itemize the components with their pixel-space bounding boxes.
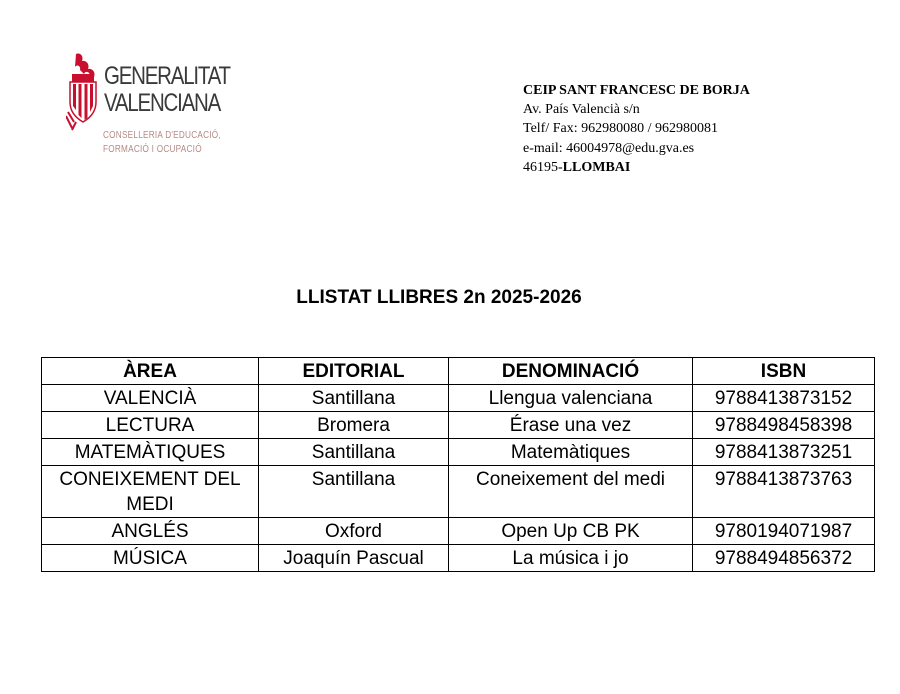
logo-title-line2: VALENCIANA	[104, 89, 221, 117]
page-title: LLISTAT LLIBRES 2n 2025-2026	[296, 287, 582, 308]
table-header-row	[42, 358, 875, 385]
cell-editorial: Bromera	[259, 412, 449, 439]
cell-editorial: Joaquín Pascual	[259, 545, 449, 572]
table-row	[42, 439, 875, 466]
logo-subtitle-line1: CONSELLERIA D'EDUCACIÓ,	[103, 130, 221, 141]
cell-isbn: 9788494856372	[693, 545, 875, 572]
cell-denominacio: La música i jo	[449, 545, 693, 572]
cell-area: LECTURA	[42, 412, 259, 439]
school-contact-block	[523, 81, 750, 177]
cell-isbn: 9788413873763	[693, 466, 875, 518]
column-header-editorial: EDITORIAL	[259, 358, 449, 385]
logo-subtitle-line2: FORMACIÓ I OCUPACIÓ	[103, 144, 202, 155]
school-name: CEIP SANT FRANCESC DE BORJA	[523, 83, 750, 98]
cell-isbn: 9788413873152	[693, 385, 875, 412]
cell-isbn: 9780194071987	[693, 518, 875, 545]
logo-title-line1: GENERALITAT	[104, 62, 230, 90]
cell-denominacio: Matemàtiques	[449, 439, 693, 466]
table-row	[42, 466, 875, 518]
generalitat-logo	[66, 52, 236, 162]
cell-isbn: 9788498458398	[693, 412, 875, 439]
table-row	[42, 518, 875, 545]
cell-area: CONEIXEMENT DEL MEDI	[42, 466, 259, 518]
cell-isbn: 9788413873251	[693, 439, 875, 466]
cell-denominacio: Open Up CB PK	[449, 518, 693, 545]
school-email: e-mail: 46004978@edu.gva.es	[523, 140, 695, 156]
column-header-area: ÀREA	[42, 358, 259, 385]
school-town: LLOMBAI	[562, 159, 631, 175]
cell-area: ANGLÉS	[42, 518, 259, 545]
cell-editorial: Santillana	[259, 439, 449, 466]
cell-area: MATEMÀTIQUES	[42, 439, 259, 466]
school-phone: Telf/ Fax: 962980080 / 962980081	[523, 121, 719, 137]
book-list-table	[41, 357, 875, 572]
cell-denominacio: Coneixement del medi	[449, 466, 693, 518]
table-row	[42, 545, 875, 572]
cell-area: MÚSICA	[42, 545, 259, 572]
column-header-denominacio: DENOMINACIÓ	[449, 358, 693, 385]
school-postal-code: 46195-	[523, 159, 563, 175]
cell-area: VALENCIÀ	[42, 385, 259, 412]
table-row	[42, 385, 875, 412]
cell-editorial: Oxford	[259, 518, 449, 545]
column-header-isbn: ISBN	[693, 358, 875, 385]
cell-editorial: Santillana	[259, 466, 449, 518]
school-address: Av. País Valencià s/n	[523, 102, 640, 118]
cell-denominacio: Llengua valenciana	[449, 385, 693, 412]
school-locality	[523, 158, 750, 177]
cell-denominacio: Érase una vez	[449, 412, 693, 439]
table-row	[42, 412, 875, 439]
cell-editorial: Santillana	[259, 385, 449, 412]
generalitat-emblem-icon	[66, 52, 100, 132]
